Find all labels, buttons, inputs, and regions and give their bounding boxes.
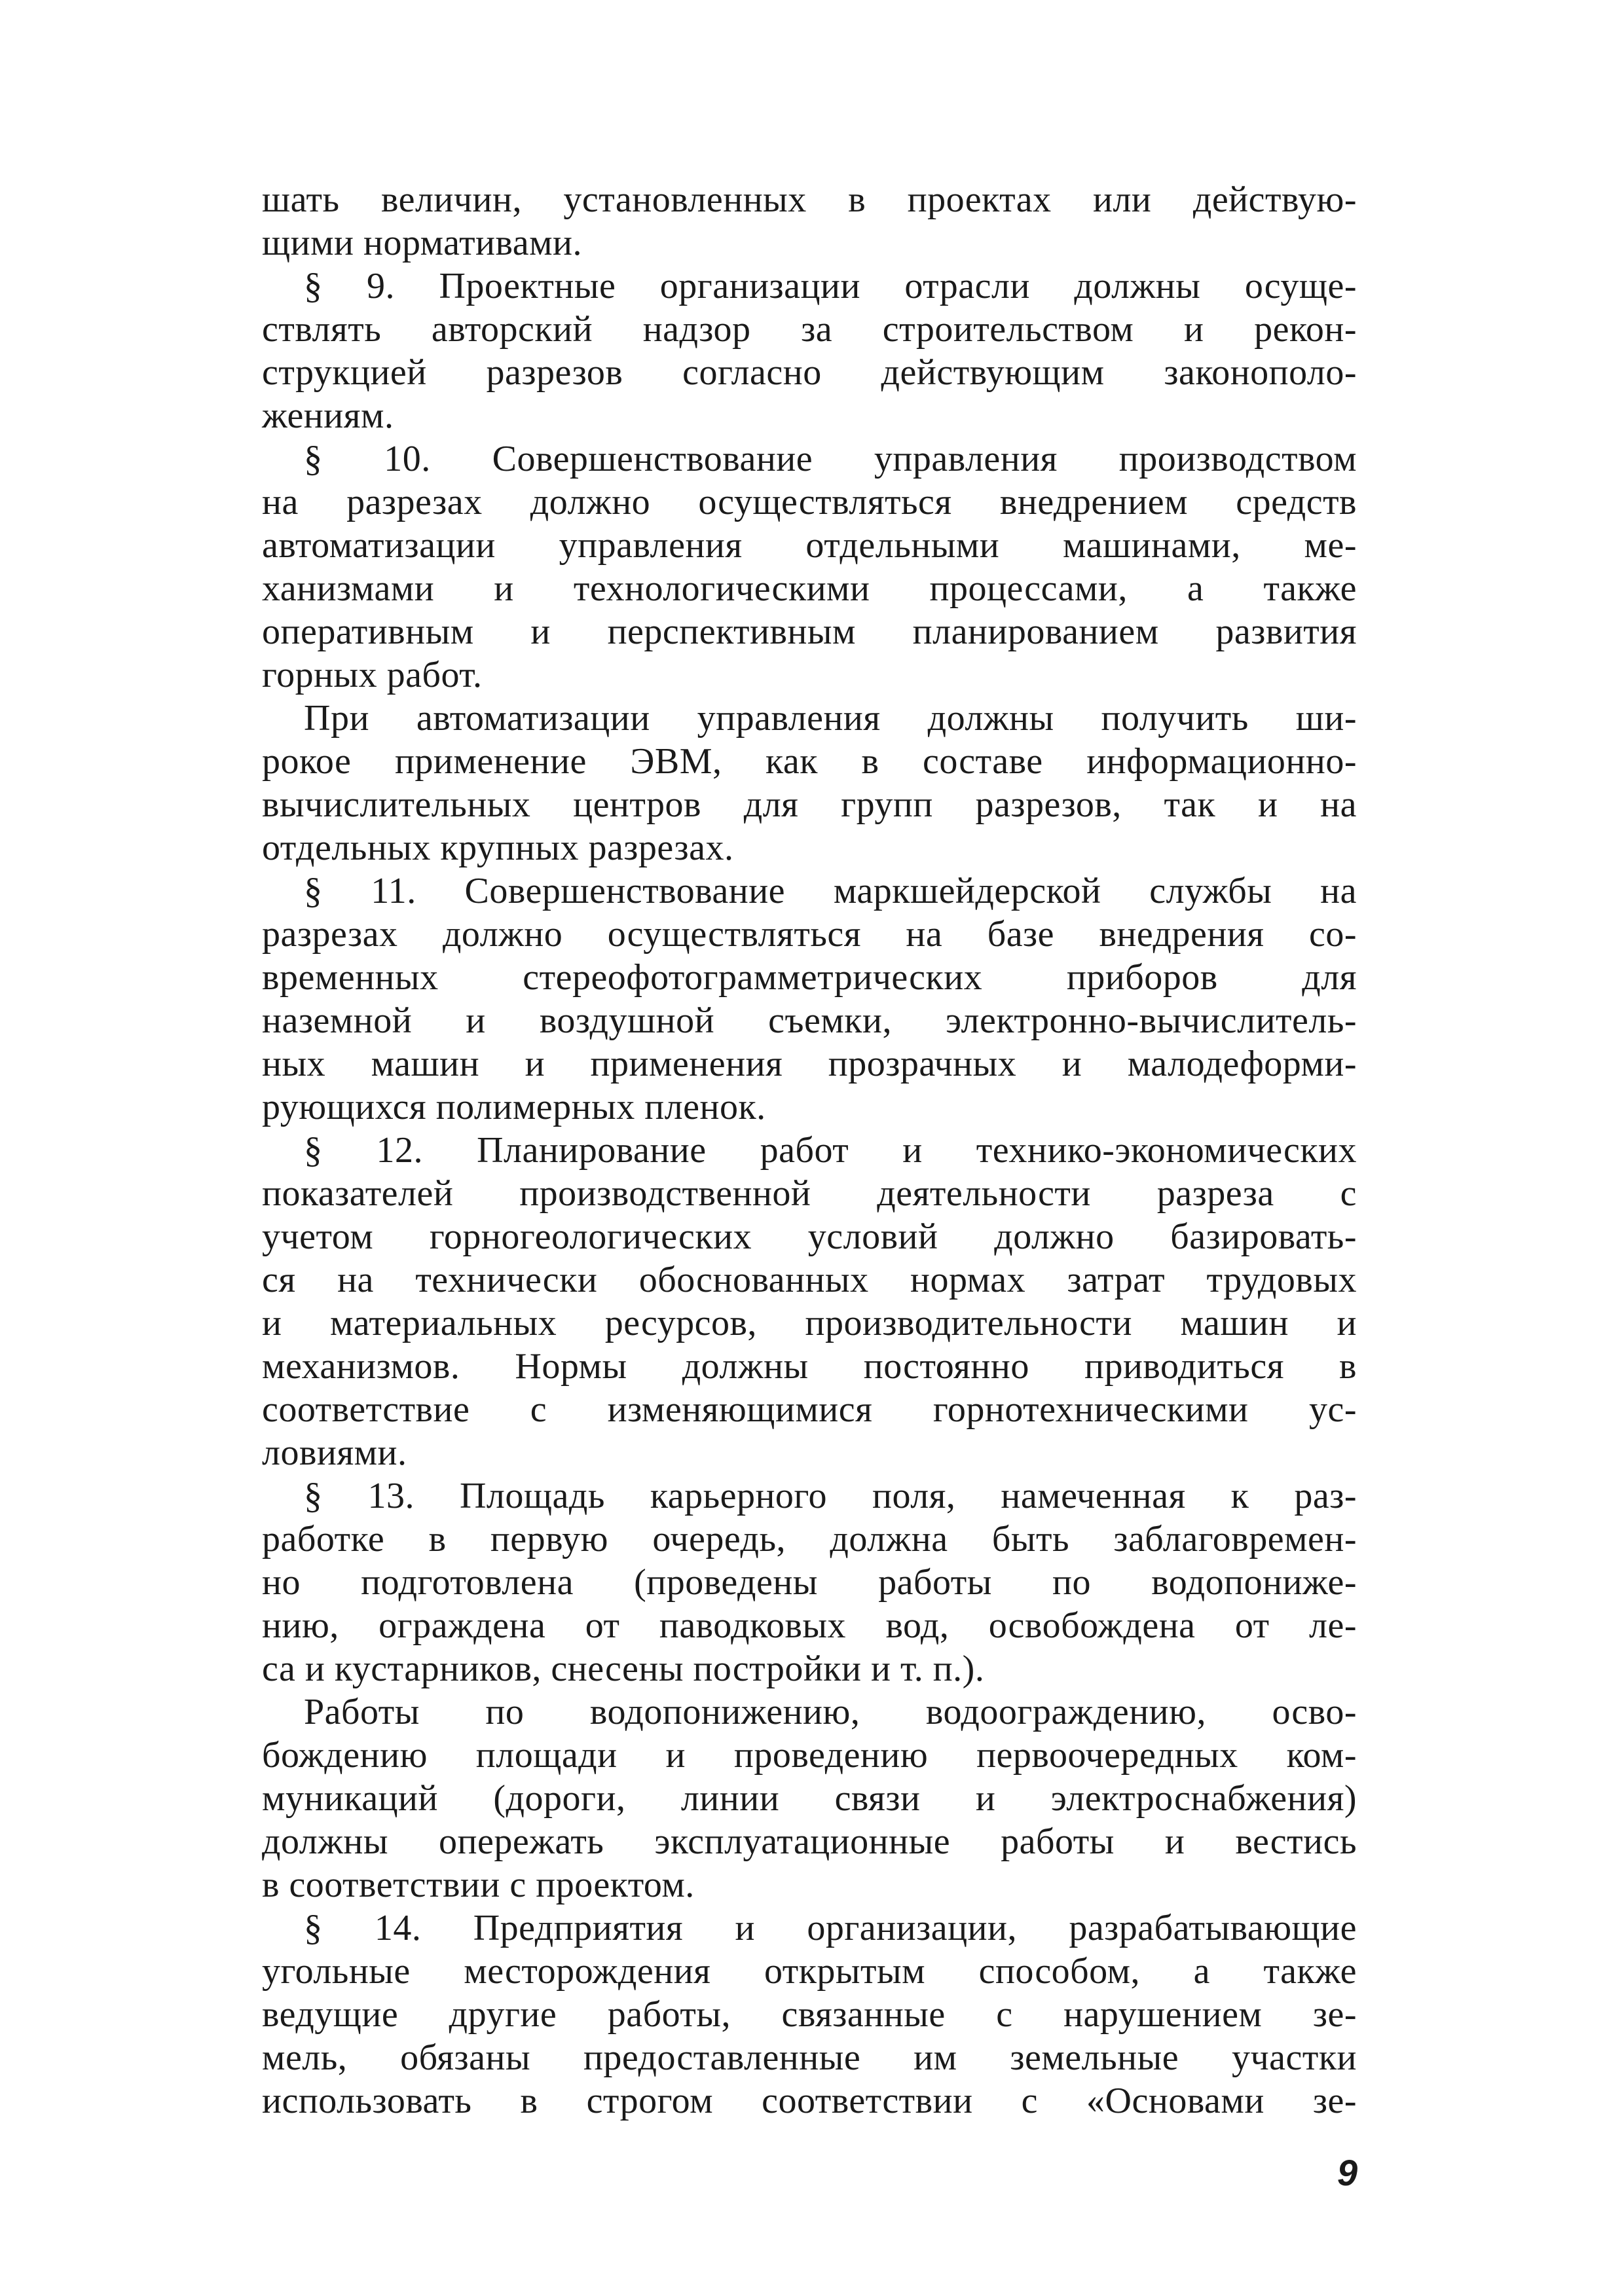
text-line: Работы по водопонижению, водоограждению, осво- — [304, 1692, 1357, 1732]
paragraph — [262, 1690, 1357, 1906]
paragraph — [262, 1906, 1357, 2123]
text-line: ствлять авторский надзор за строительством и рекон- — [262, 309, 1357, 350]
text-line: нию, ограждена от паводковых вод, освобождена от ле- — [262, 1605, 1357, 1646]
text-line: § 13. Площадь карьерного поля, намеченная к раз- — [304, 1476, 1357, 1516]
text-line: жениям. — [262, 395, 394, 436]
text-line: использовать в строгом соответствии с «Основами зе- — [262, 2081, 1357, 2121]
paragraph — [262, 697, 1357, 869]
text-line: соответствие с изменяющимися горнотехническими ус- — [262, 1389, 1357, 1430]
text-line: горных работ. — [262, 655, 483, 695]
text-line: наземной и воздушной съемки, электронно-вычислитель- — [262, 1000, 1357, 1041]
paragraph — [262, 1129, 1357, 1474]
text-line: ловиями. — [262, 1432, 407, 1473]
paragraph — [262, 264, 1357, 437]
text-line: но подготовлена (проведены работы по водопониже- — [262, 1562, 1357, 1603]
text-line: учетом горногеологических условий должно базировать- — [262, 1216, 1357, 1257]
text-line: щими нормативами. — [262, 223, 582, 263]
text-line: § 10. Совершенствование управления производством — [304, 439, 1357, 479]
text-line: ведущие другие работы, связанные с нарушением зе- — [262, 1994, 1357, 2035]
text-line: § 9. Проектные организации отрасли должны осуще- — [304, 266, 1357, 306]
text-line: в соответствии с проектом. — [262, 1865, 695, 1905]
text-line: са и кустарников, снесены постройки и т. п.). — [262, 1649, 985, 1689]
paragraph — [262, 869, 1357, 1129]
text-line: временных стереофотограмметрических приборов для — [262, 957, 1357, 998]
text-line: мель, обязаны предоставленные им земельные участки — [262, 2037, 1357, 2078]
text-line: на разрезах должно осуществляться внедрением средств — [262, 482, 1357, 522]
text-line: § 12. Планирование работ и технико-экономических — [304, 1130, 1357, 1171]
text-line: рующихся полимерных пленок. — [262, 1087, 766, 1127]
text-line: должны опережать эксплуатационные работы и вестись — [262, 1821, 1357, 1862]
text-line: рокое применение ЭВМ, как в составе информационно- — [262, 741, 1357, 782]
text-line: § 14. Предприятия и организации, разрабатывающие — [304, 1908, 1357, 1948]
text-line: показателей производственной деятельности разреза с — [262, 1173, 1357, 1214]
text-line: механизмов. Нормы должны постоянно приводиться в — [262, 1346, 1357, 1387]
text-line: оперативным и перспективным планированием развития — [262, 611, 1357, 652]
text-line: § 11. Совершенствование маркшейдерской службы на — [304, 871, 1357, 911]
paragraph — [262, 437, 1357, 697]
text-line: автоматизации управления отдельными машинами, ме- — [262, 525, 1357, 566]
text-line: отдельных крупных разрезах. — [262, 828, 734, 868]
text-line: угольные месторождения открытым способом, а также — [262, 1951, 1357, 1992]
page-body — [262, 178, 1357, 2123]
text-line: муникаций (дороги, линии связи и электроснабжения) — [262, 1778, 1357, 1819]
paragraph — [262, 1474, 1357, 1690]
text-line: ных машин и применения прозрачных и малодеформи- — [262, 1044, 1357, 1084]
text-line: работке в первую очередь, должна быть заблаговремен- — [262, 1519, 1357, 1559]
text-line: бождению площади и проведению первоочередных ком- — [262, 1735, 1357, 1776]
text-line: При автоматизации управления должны получить ши- — [304, 698, 1357, 738]
text-line: ся на технически обоснованных нормах затрат трудовых — [262, 1260, 1357, 1300]
page-number: 9 — [1337, 2152, 1358, 2193]
text-line: струкцией разрезов согласно действующим законополо- — [262, 352, 1357, 393]
paragraph — [262, 178, 1357, 264]
text-line: шать величин, установленных в проектах или действую- — [262, 179, 1357, 220]
text-line: ханизмами и технологическими процессами, а также — [262, 568, 1357, 609]
text-line: разрезах должно осуществляться на базе внедрения со- — [262, 914, 1357, 955]
text-line: и материальных ресурсов, производительности машин и — [262, 1303, 1357, 1343]
text-line: вычислительных центров для групп разрезов, так и на — [262, 784, 1357, 825]
